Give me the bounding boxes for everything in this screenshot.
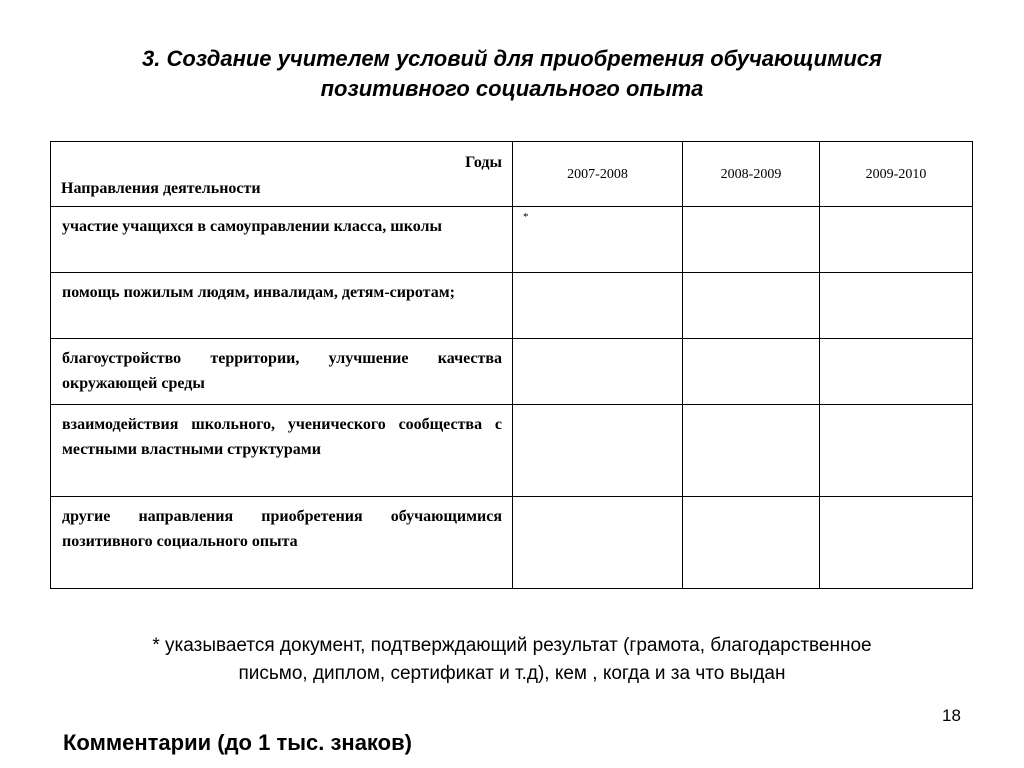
slide-title-line-1: 3. Создание учителем условий для приобретения обучающимися [142,46,882,71]
header-years-label: Годы [465,154,502,171]
table-cell [820,497,973,589]
page-number: 18 [942,706,961,725]
table-cell [683,207,820,273]
footnote-marker: * [523,211,529,223]
year-header: 2009-2010 [820,142,973,207]
table-cell [683,273,820,339]
table-cell [513,339,683,405]
year-header: 2008-2009 [683,142,820,207]
table-cell [683,339,820,405]
table-row [51,273,973,339]
table-cell [513,273,683,339]
year-header: 2007-2008 [513,142,683,207]
table-cell [820,207,973,273]
comments-heading: Комментарии (до 1 тыс. знаков) [63,730,412,755]
activity-table [50,141,973,589]
table-cell [513,405,683,497]
direction-cell: помощь пожилым людям, инвалидам, детям-сиротам; [51,273,513,339]
table-cell [820,339,973,405]
table-row [51,207,973,273]
table-cell [820,273,973,339]
direction-cell: участие учащихся в самоуправлении класса, школы [51,207,513,273]
table-row [51,405,973,497]
header-directions-label: Направления деятельности [61,180,261,197]
table-header-row [51,142,973,207]
direction-cell: взаимодействия школьного, ученического сообщества с местными властными структурами [51,405,513,497]
direction-cell: благоустройство территории, улучшение качества окружающей среды [51,339,513,405]
table-cell [820,405,973,497]
table-cell [683,497,820,589]
table-row [51,497,973,589]
table-cell [683,405,820,497]
table-corner-header [51,142,513,207]
footnote-line-2: письмо, диплом, сертификат и т.д), кем , когда и за что выдан [238,663,786,684]
footnote-text [60,632,964,688]
table-cell [513,497,683,589]
slide-title [40,44,984,104]
footnote-line-1: * указывается документ, подтверждающий результат (грамота, благодарственное [152,635,872,656]
table-row [51,339,973,405]
slide-title-line-2: позитивного социального опыта [320,76,704,101]
table-cell [513,207,683,273]
direction-cell: другие направления приобретения обучающимися позитивного социального опыта [51,497,513,589]
